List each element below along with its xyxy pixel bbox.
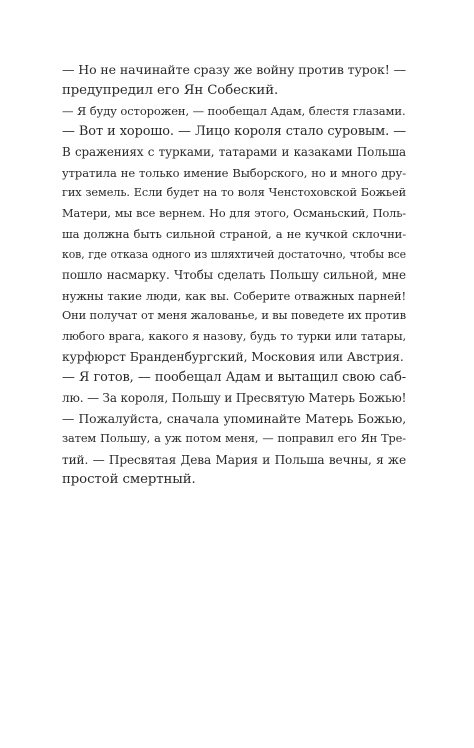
text-line: предупредил его Ян Собеский. — [62, 82, 279, 98]
text-line: Матери, мы все вернем. Но для этого, Османьский, Поль- — [62, 206, 406, 220]
text-line: нужны такие люди, как вы. Соберите отважных парней! — [62, 288, 406, 303]
text-line: простой смертный. — [62, 472, 196, 487]
body-text — [62, 60, 406, 491]
text-line: Они получат от меня жалованье, и вы поведете их против — [62, 309, 406, 322]
text-line: — Пожалуйста, сначала упоминайте Матерь Божью, — [62, 411, 406, 426]
text-line: — Вот и хорошо. — Лицо короля стало суровым. — — [62, 123, 406, 139]
text-line: лю. — За короля, Польшу и Пресвятую Матерь Божью! — [62, 391, 407, 405]
text-line: курфюрст Бранденбургский, Московия или Австрия. — [62, 350, 404, 364]
text-line: — Но не начинайте сразу же войну против турок! — — [62, 62, 406, 77]
text-line: В сражениях с турками, татарами и казаками Польша — [62, 145, 406, 159]
text-line: тий. — Пресвятая Дева Мария и Польша вечны, я же — [62, 452, 406, 467]
text-line: — Я буду осторожен, — пообещал Адам, блестя глазами. — [62, 104, 406, 118]
text-line: ков, где отказа одного из шляхтичей достаточно, чтобы все — [62, 247, 406, 261]
text-line: утратила не только имение Выборского, но и много дру- — [62, 165, 406, 180]
text-line: любого врага, какого я назову, будь то турки или татары, — [62, 329, 406, 343]
text-line: пошло насмарку. Чтобы сделать Польшу сильной, мне — [62, 268, 406, 282]
text-line: затем Польшу, а уж потом меня, — поправил его Ян Тре- — [62, 432, 406, 445]
text-line: — Я готов, — пообещал Адам и вытащил свою саб- — [62, 369, 406, 385]
text-line: гих земель. Если будет на то воля Ченстоховской Божьей — [62, 186, 406, 199]
text-line: ша должна быть сильной страной, а не кучкой склочни- — [62, 227, 406, 241]
